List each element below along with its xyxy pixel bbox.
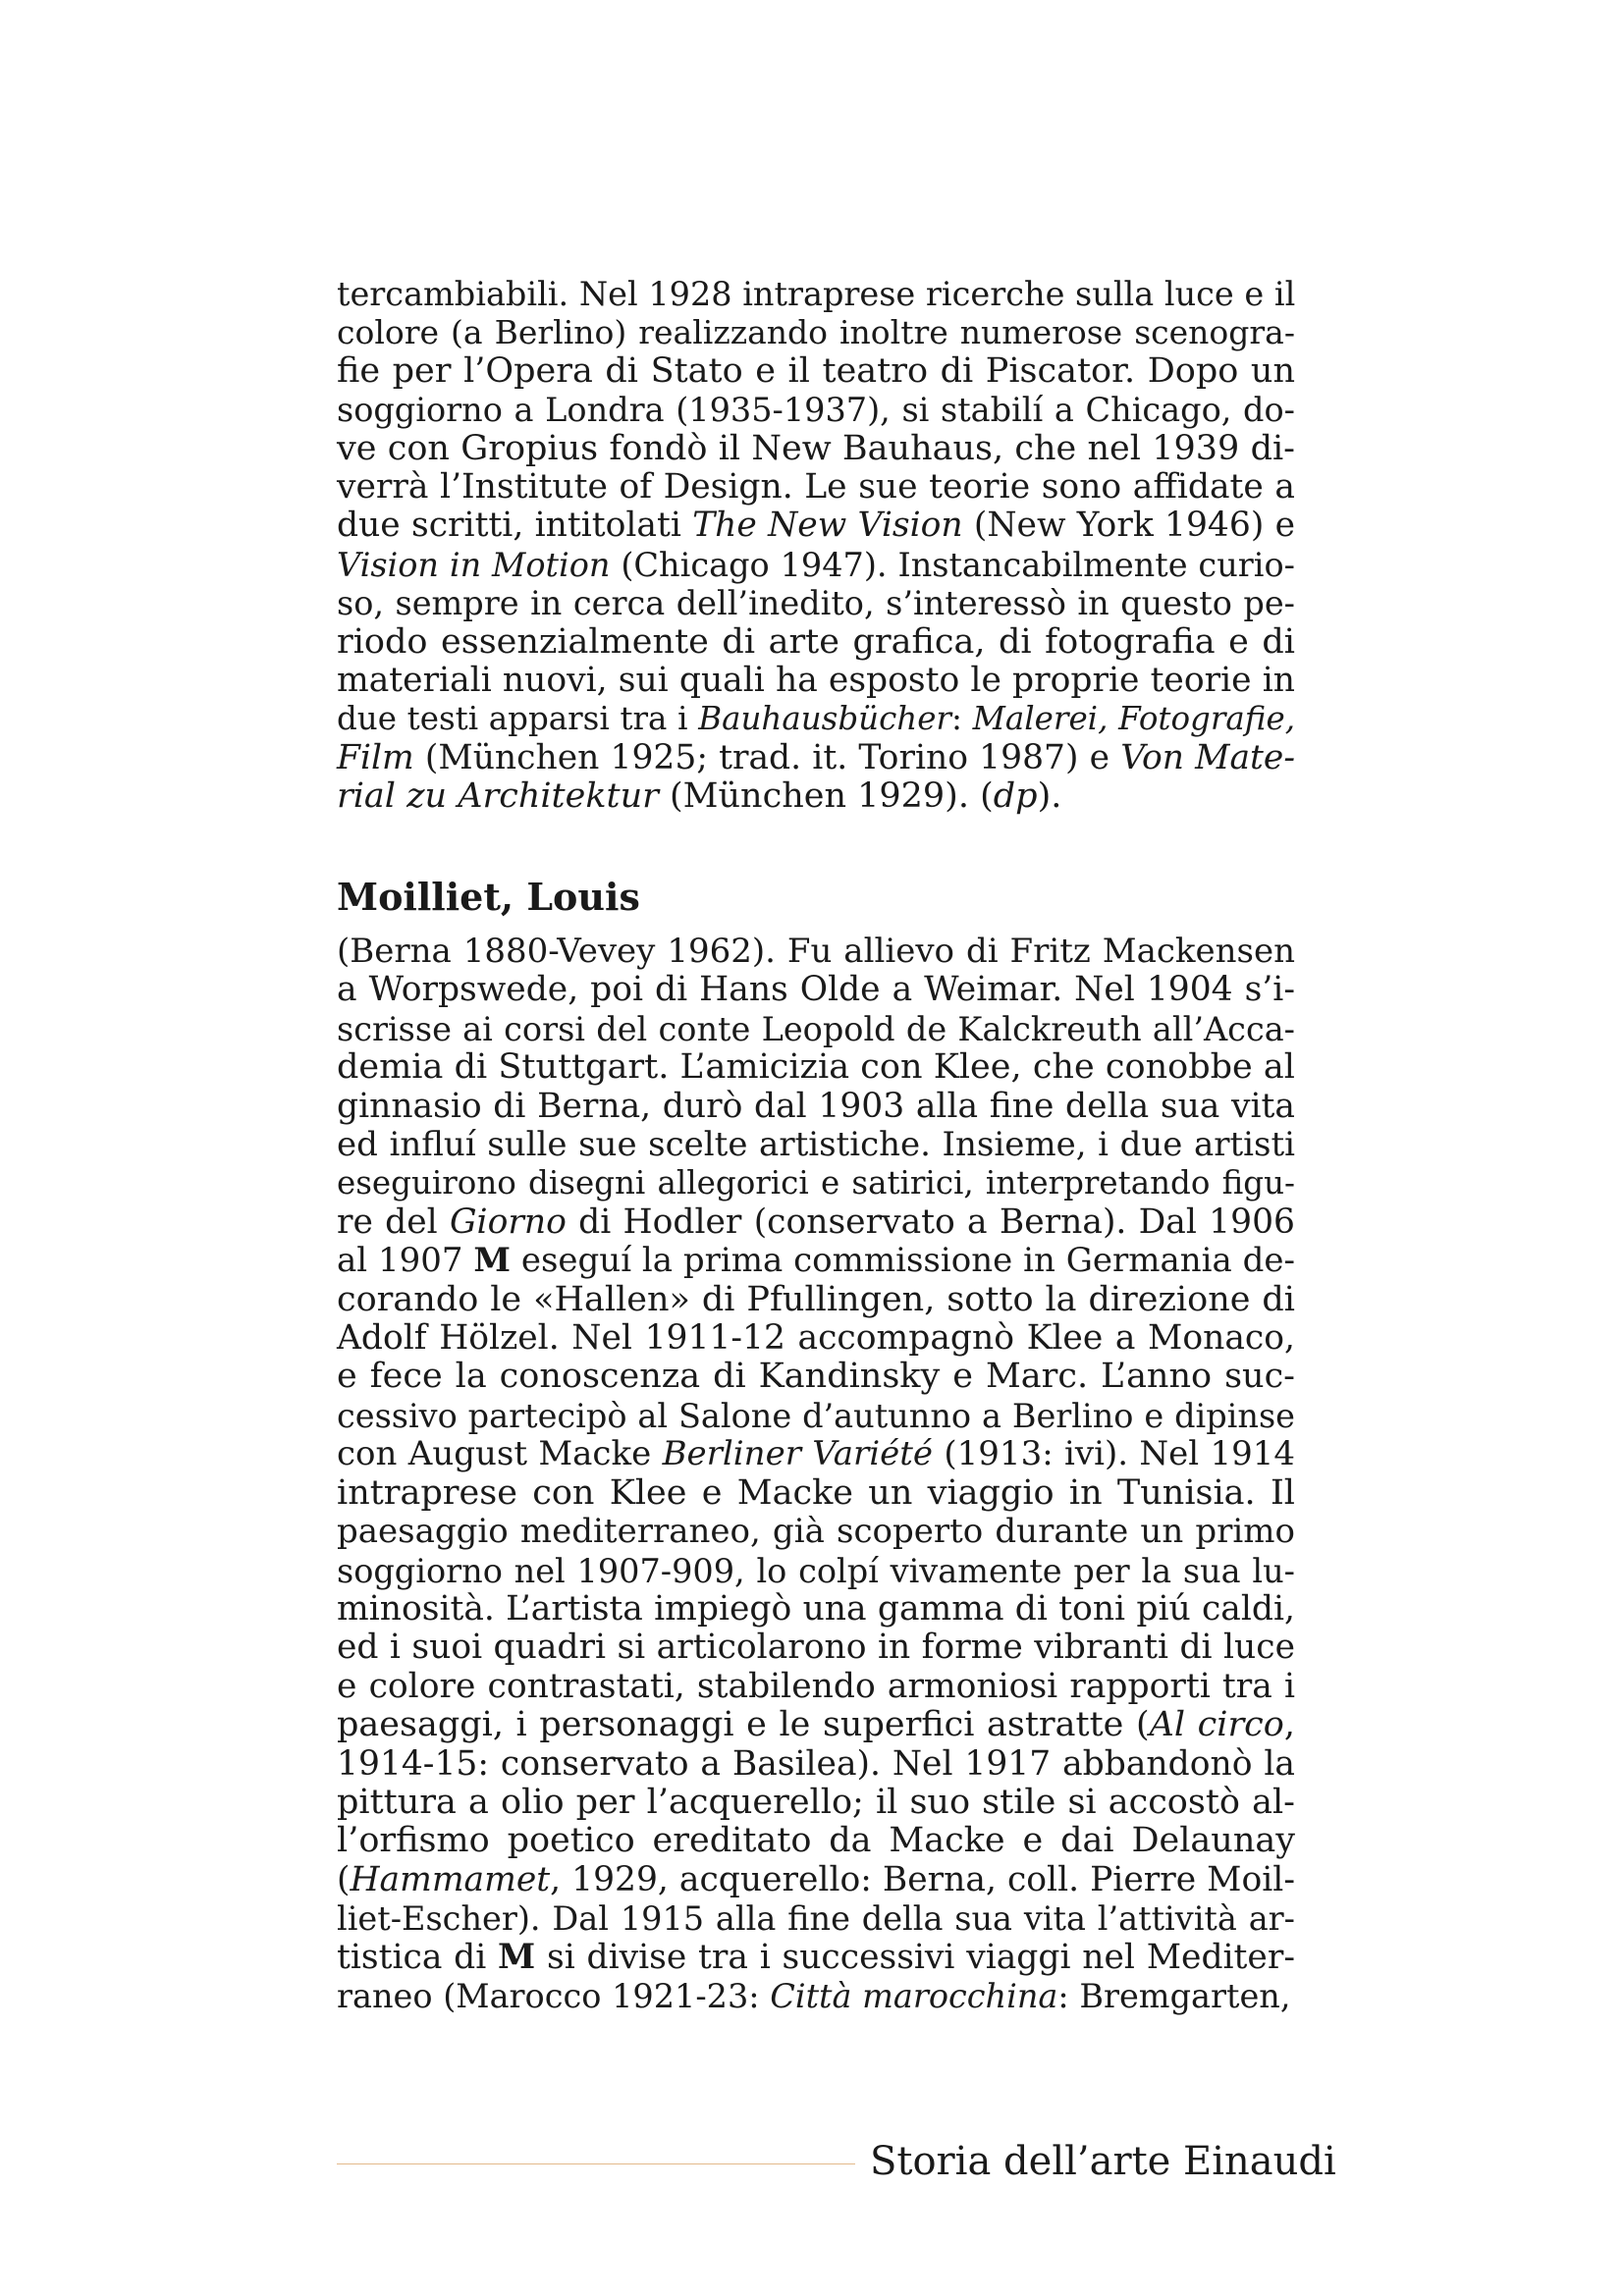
text-line [337,1668,1295,1706]
text-line [337,1397,1295,1435]
text-line [337,1745,1295,1784]
text-run: soggiorno a Londra (1935-1937), si stabilí a Chicago, do- [337,391,1295,430]
text-run: pittura a olio per l’acquerello; il suo stile si accostò al- [337,1782,1295,1822]
text-run: (Berna 1880-Vevey 1962). Fu allievo di Fritz Mackensen [337,932,1295,971]
text-run: intraprese con Klee e Macke un viaggio in Tunisia. Il [337,1472,1295,1513]
text-run: (1913: ivi). Nel 1914 [933,1434,1296,1474]
text-line [337,1164,1295,1202]
text-line [337,971,1295,1009]
text-run: verrà l’Institute of Design. Le sue teorie sono affidate a [337,467,1295,507]
text-run: : Bremgarten, [1057,1976,1291,2015]
italic-text: Vision in Motion [337,545,611,584]
text-run: (Chicago 1947). Instancabilmente curio- [610,545,1295,584]
text-line [337,352,1295,391]
text-run: liet-Escher). Dal 1915 alla fine della sua vita l’attività ar- [337,1899,1295,1939]
italic-text: Malerei, Fotografie, [972,700,1296,738]
text-run: 1914-15: conservato a Basilea). Nel 1917 abbandonò la [337,1743,1295,1784]
text-run: eseguí la prima commissione in Germania de- [511,1241,1295,1281]
text-line [337,1242,1295,1280]
italic-text: Giorno [450,1201,567,1242]
text-line [337,391,1295,429]
text-line [337,584,1295,622]
text-run: scrisse ai corsi del conte Leopold de Kalckreuth all’Acca- [337,1009,1295,1048]
text-line [337,1203,1295,1242]
text-line [337,1088,1295,1126]
text-run: minosità. L’artista impiegò una gamma di toni piú caldi, [337,1588,1295,1629]
text-run: colore (a Berlino) realizzando inoltre numerose scenogra- [337,313,1295,352]
text-run: , [1283,1705,1295,1745]
italic-text: Film [337,737,414,777]
text-run: (München 1925; trad. it. Torino 1987) e [413,737,1121,777]
text-run: soggiorno nel 1907-909, lo colpí vivamente per la sua lu- [337,1551,1295,1590]
text-run: ve con Gropius fondò il New Bauhaus, che nel 1939 di- [337,428,1295,468]
text-run: , 1929, acquerello: Berna, coll. Pierre Moil- [550,1859,1295,1899]
text-run: corando le «Hallen» di Pfullingen, sotto la direzione di [337,1279,1295,1319]
bold-text: M [498,1937,536,1977]
italic-text: Berliner Variété [662,1434,934,1474]
text-run: tercambiabili. Nel 1928 intraprese ricerche sulla luce e il [337,275,1296,313]
text-line [337,1048,1295,1087]
text-line [337,1435,1295,1473]
entry-heading: Moilliet, Louis [337,875,640,919]
text-line [337,1513,1295,1551]
text-run: a Worpswede, poi di Hans Olde a Weimar. Nel 1904 s’i- [337,970,1295,1010]
bold-text: M [473,1241,511,1281]
text-run: fie per l’Opera di Stato e il teatro di Piscator. Dopo un [337,350,1295,391]
text-run: ( [337,1859,351,1899]
italic-text: Von Mate- [1120,737,1295,777]
text-line [337,1977,1295,2015]
text-run: si divise tra i successivi viaggi nel Mediter- [535,1937,1295,1977]
text-run: Adolf Hölzel. Nel 1911-12 accompagnò Klee a Monaco, [337,1318,1295,1359]
text-line [337,777,1295,816]
text-run: raneo (Marocco 1921-23: [337,1976,771,2015]
text-run: materiali nuovi, sui quali ha esposto le proprie teorie in [337,661,1295,701]
text-line [337,1939,1295,1977]
text-line [337,430,1295,468]
text-run: due scritti, intitolati [337,506,693,546]
text-line [337,1319,1295,1358]
text-line [337,1861,1295,1899]
continued-paragraph [337,275,1295,817]
text-run: di Hodler (conservato a Berna). Dal 1906 [566,1201,1295,1242]
text-run: e fece la conoscenza di Kandinsky e Marc. L’anno suc- [337,1357,1295,1397]
italic-text: Al circo [1149,1705,1284,1745]
text-line [337,1281,1295,1319]
italic-text: Città marocchina [770,1976,1058,2015]
text-line [337,1822,1295,1860]
text-line [337,275,1295,313]
text-line [337,1706,1295,1744]
text-line [337,1358,1295,1396]
text-line [337,1629,1295,1667]
text-run: paesaggio mediterraneo, già scoperto durante un primo [337,1512,1295,1552]
text-run: al 1907 [337,1241,474,1281]
text-run: ed influí sulle sue scelte artistiche. Insieme, i due artisti [337,1125,1295,1165]
text-line [337,1899,1295,1938]
text-run: ed i suoi quadri si articolarono in forme vibranti di luce [337,1628,1295,1668]
text-line [337,623,1295,662]
text-line [337,933,1295,971]
text-line [337,313,1295,351]
text-run: ). [1037,776,1062,817]
text-line [337,1474,1295,1513]
text-run: (New York 1946) e [962,506,1295,546]
text-line [337,1126,1295,1164]
footer-book-title: Storia dell’arte Einaudi [870,2139,1336,2184]
text-line [337,700,1295,738]
text-line [337,662,1295,700]
italic-text: Bauhausbücher [698,700,951,738]
text-line [337,507,1295,545]
text-run: e colore contrastati, stabilendo armoniosi rapporti tra i [337,1666,1295,1706]
text-run: tistica di [337,1937,499,1977]
text-line [337,1552,1295,1590]
italic-text: Hammamet [350,1859,551,1899]
text-run: so, sempre in cerca dell’inedito, s’interessò in questo pe- [337,584,1295,623]
text-run: eseguirono disegni allegorici e satirici, interpretando figu- [337,1164,1295,1202]
italic-text: dp [993,776,1038,817]
italic-text: rial zu Architektur [337,776,659,817]
italic-text: The New Vision [692,506,963,546]
text-run: l’orfismo poetico ereditato da Macke e dai Delaunay [337,1821,1295,1861]
text-run: cessivo partecipò al Salone d’autunno a Berlino e dipinse [337,1396,1295,1435]
text-run: con August Macke [337,1434,663,1474]
text-run: due testi apparsi tra i [337,700,699,738]
text-run: riodo essenzialmente di arte grafica, di fotografia e di [337,621,1295,662]
text-line [337,468,1295,507]
text-run: (München 1929). ( [658,776,994,817]
entry-paragraph [337,933,1295,2015]
text-line [337,1590,1295,1629]
text-line [337,546,1295,584]
text-run: re del [337,1201,450,1242]
text-run: ginnasio di Berna, durò dal 1903 alla fine della sua vita [337,1086,1295,1126]
text-run: : [950,700,973,738]
text-line [337,1010,1295,1048]
text-line [337,739,1295,777]
text-run: paesaggi, i personaggi e le superfici astratte ( [337,1705,1150,1745]
text-line [337,1784,1295,1822]
footer-rule [337,2163,855,2164]
text-run: demia di Stuttgart. L’amicizia con Klee, che conobbe al [337,1047,1295,1088]
